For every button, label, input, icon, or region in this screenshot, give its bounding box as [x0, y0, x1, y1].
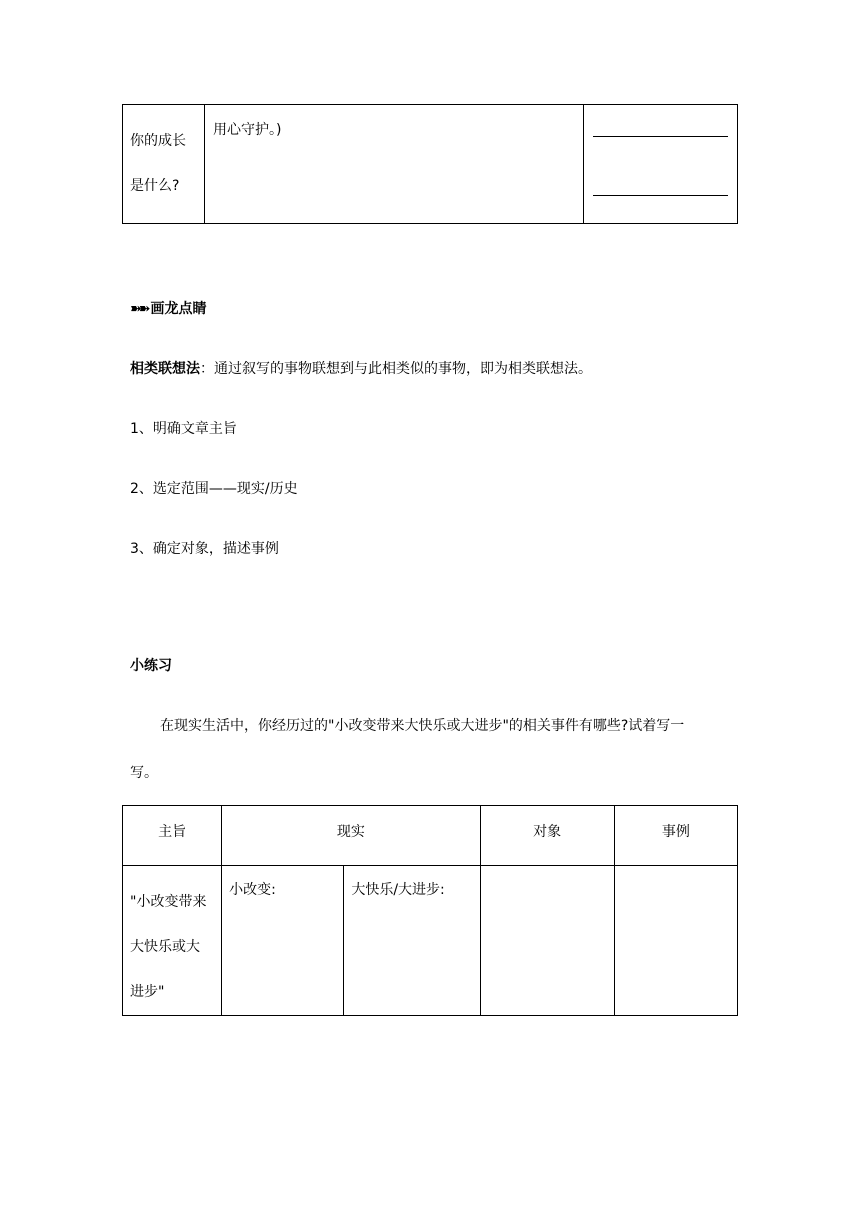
answer-table-continued	[122, 104, 738, 224]
example-cell[interactable]	[614, 866, 737, 1016]
theme-cell	[123, 866, 222, 1016]
step-2: 2、选定范围——现实/历史	[130, 481, 298, 497]
header-example: 事例	[614, 806, 737, 866]
small-change-cell[interactable]	[222, 866, 344, 1016]
object-cell[interactable]	[480, 866, 614, 1016]
practice-prompt-line-2: 写。	[130, 765, 158, 781]
big-joy-cell[interactable]	[344, 866, 480, 1016]
step-1: 1、明确文章主旨	[130, 421, 237, 437]
section-heading-text: 画龙点睛	[150, 301, 207, 317]
header-object: 对象	[480, 806, 614, 866]
header-theme: 主旨	[123, 806, 222, 866]
answer-blank-line-2	[593, 195, 728, 196]
question-line-1: 你的成长	[130, 133, 186, 149]
method-paragraph	[130, 358, 592, 378]
theme-line-3: 进步"	[130, 984, 165, 1000]
big-joy-label: 大快乐/大进步:	[351, 882, 445, 898]
practice-prompt-line-1: 在现实生活中，你经历过的"小改变带来大快乐或大进步"的相关事件有哪些?试着写一	[160, 718, 685, 734]
section-heading	[130, 298, 206, 318]
answer-blank-line-1	[593, 136, 728, 137]
step-3: 3、确定对象，描述事例	[130, 541, 279, 557]
practice-heading: 小练习	[130, 658, 172, 674]
small-change-label: 小改变:	[229, 882, 276, 898]
hint-cell	[205, 105, 584, 224]
method-name: 相类联想法	[130, 361, 200, 377]
theme-line-1: "小改变带来	[130, 894, 207, 910]
hint-text: 用心守护。)	[213, 122, 282, 138]
question-line-2: 是什么?	[130, 178, 180, 194]
header-reality: 现实	[222, 806, 480, 866]
method-description: ：通过叙写的事物联想到与此相类似的事物，即为相类联想法。	[200, 361, 592, 377]
practice-table	[122, 805, 738, 1016]
answer-cell	[584, 105, 738, 224]
question-cell	[123, 105, 205, 224]
theme-line-2: 大快乐或大	[130, 939, 200, 955]
double-arrow-icon: ➽➽	[130, 301, 148, 317]
